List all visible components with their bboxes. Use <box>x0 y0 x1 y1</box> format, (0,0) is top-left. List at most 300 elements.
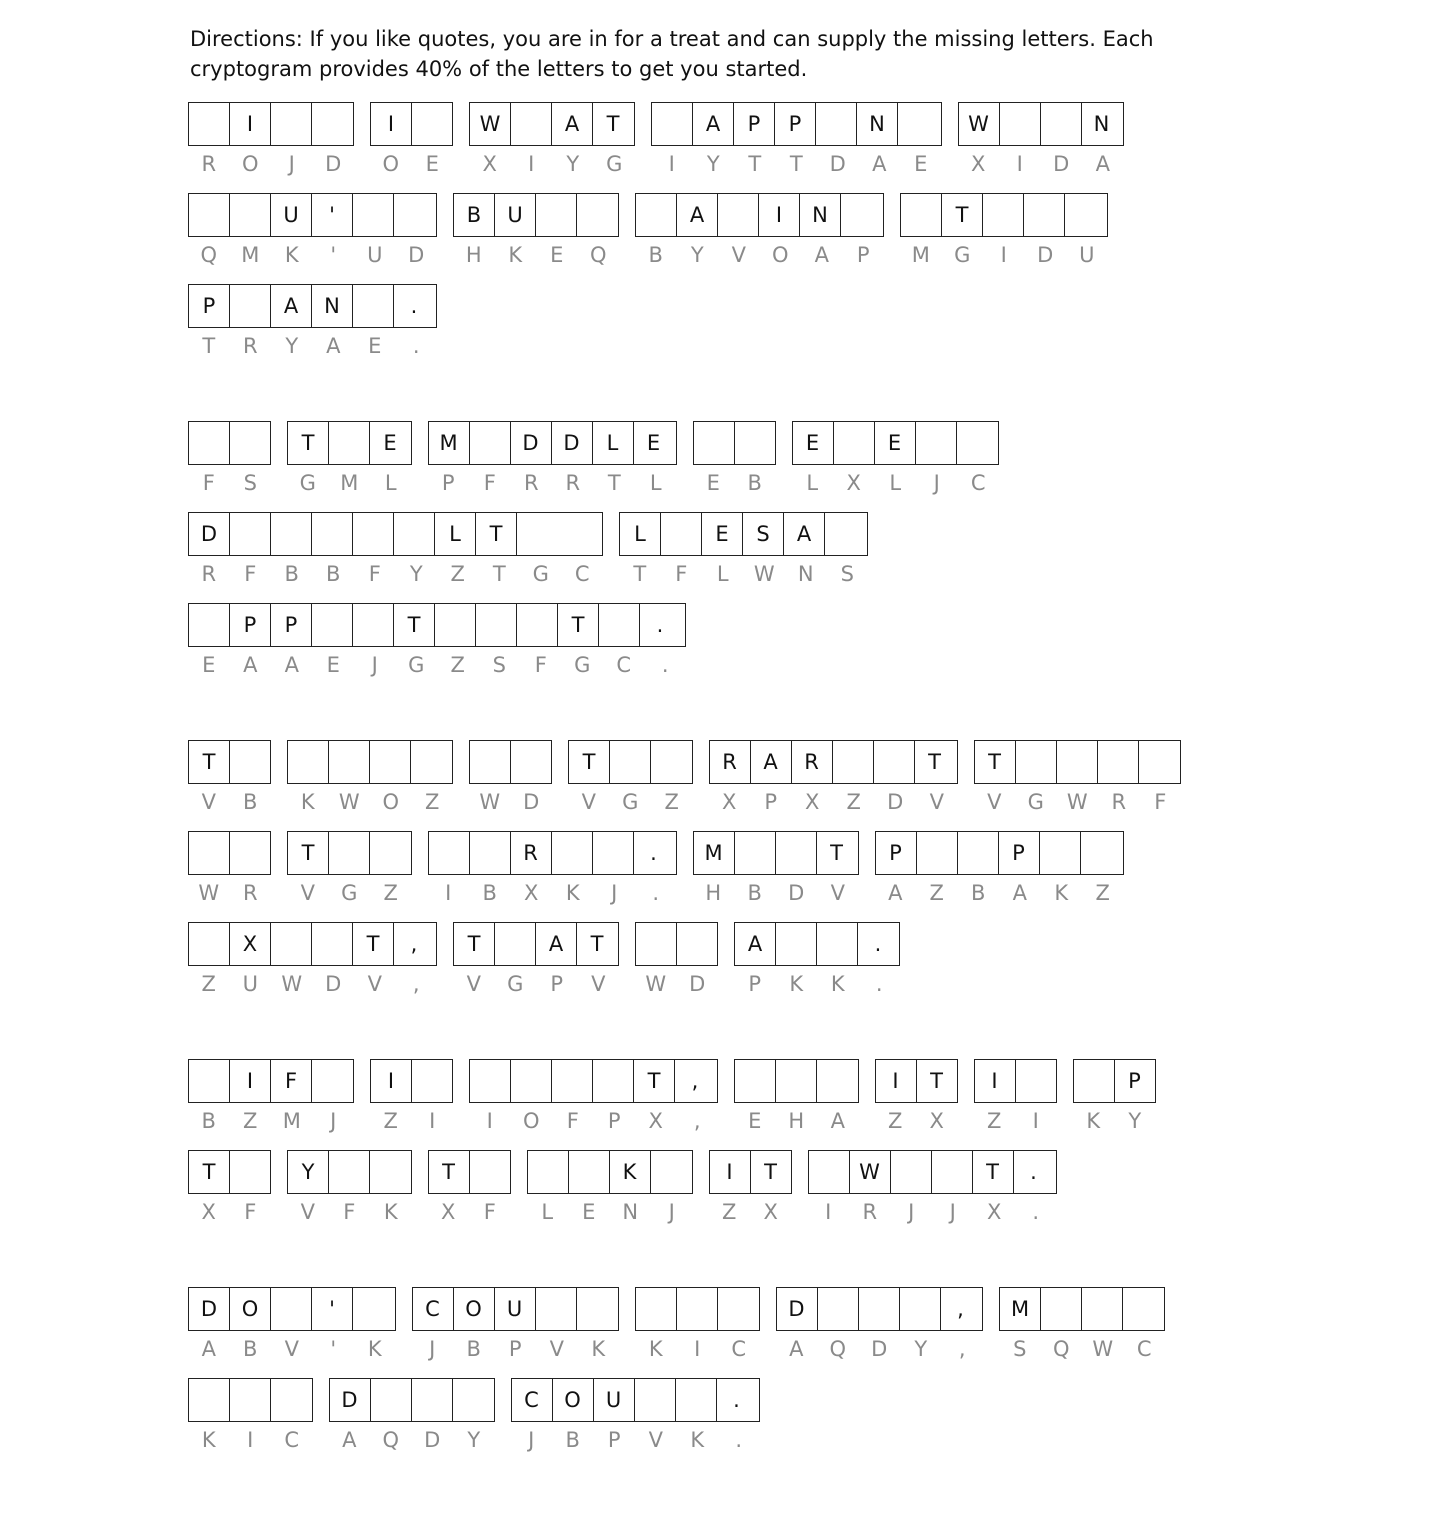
answer-boxes <box>635 193 884 237</box>
blank-letter-box[interactable] <box>898 103 938 145</box>
blank-letter-box[interactable] <box>1016 1060 1056 1102</box>
blank-letter-box[interactable] <box>271 103 312 145</box>
blank-letter-box[interactable] <box>652 103 693 145</box>
cipher-letter: A <box>888 881 903 905</box>
blank-letter-box[interactable] <box>694 422 735 464</box>
blank-letter-box[interactable] <box>552 832 593 874</box>
blank-letter-box[interactable] <box>651 1151 691 1193</box>
cipher-letter: H <box>788 1109 805 1133</box>
blank-letter-box[interactable] <box>1098 741 1139 783</box>
cipher-letter: V <box>731 243 746 267</box>
cipher-letter: X <box>763 1200 778 1224</box>
blank-letter-box[interactable] <box>189 422 230 464</box>
cipher-letter: D <box>523 790 540 814</box>
blank-letter-box[interactable] <box>312 1060 352 1102</box>
cipher-word <box>188 193 437 267</box>
blank-letter-box[interactable] <box>189 194 230 236</box>
blank-letter-box[interactable] <box>735 422 775 464</box>
cipher-letter: X <box>929 1109 944 1133</box>
given-letter-box: T <box>930 1069 943 1093</box>
given-letter-box: L <box>435 513 476 555</box>
cipher-letter: R <box>523 471 539 495</box>
answer-boxes <box>875 831 1124 875</box>
cipher-letter: G <box>622 790 639 814</box>
blank-letter-box[interactable] <box>230 1379 271 1421</box>
blank-letter-box[interactable] <box>599 604 640 646</box>
blank-letter-box[interactable] <box>230 285 271 327</box>
blank-letter-box[interactable] <box>394 194 434 236</box>
answer-boxes <box>287 421 412 465</box>
given-letter-box: P <box>189 285 230 327</box>
blank-letter-box[interactable] <box>817 1060 857 1102</box>
cipher-letters <box>999 1337 1165 1361</box>
blank-letter-box[interactable] <box>636 194 677 236</box>
blank-letter-box[interactable] <box>353 513 394 555</box>
cipher-letter: B <box>201 1109 216 1133</box>
blank-letter-box[interactable] <box>394 513 435 555</box>
blank-letter-box[interactable] <box>776 832 817 874</box>
cipher-letter: E <box>706 471 720 495</box>
cipher-word <box>619 512 868 586</box>
blank-letter-box[interactable] <box>435 604 476 646</box>
blank-letter-box[interactable] <box>271 513 312 555</box>
given-letter-box: T <box>454 923 495 965</box>
cipher-word <box>428 1150 511 1224</box>
cipher-letter: H <box>705 881 722 905</box>
cipher-letter: D <box>887 790 904 814</box>
blank-letter-box[interactable] <box>412 103 452 145</box>
answer-boxes <box>527 1150 693 1194</box>
blank-letter-box[interactable] <box>271 1288 312 1330</box>
blank-letter-box[interactable] <box>636 923 677 965</box>
cipher-letter: B <box>243 1337 258 1361</box>
given-letter-box: D <box>552 422 593 464</box>
cipher-letter: F <box>483 1200 496 1224</box>
cipher-letter: I <box>528 152 535 176</box>
blank-letter-box[interactable] <box>718 1288 758 1330</box>
cipher-letter: Z <box>450 653 465 677</box>
blank-letter-box[interactable] <box>189 1060 230 1102</box>
blank-letter-box[interactable] <box>329 1151 370 1193</box>
blank-letter-box[interactable] <box>577 194 617 236</box>
blank-letter-box[interactable] <box>841 194 881 236</box>
puzzle-line <box>188 284 1197 375</box>
given-letter-box: N <box>857 103 898 145</box>
cipher-letter: Z <box>846 790 861 814</box>
cipher-letter: X <box>441 1200 456 1224</box>
blank-letter-box[interactable] <box>329 832 370 874</box>
blank-letter-box[interactable] <box>776 1060 817 1102</box>
cipher-letter: A <box>243 653 258 677</box>
blank-letter-box[interactable] <box>1016 741 1057 783</box>
given-letter-box: C <box>512 1379 553 1421</box>
given-letter-box: T <box>975 741 1016 783</box>
cipher-letter: U <box>242 972 258 996</box>
cipher-letter: S <box>840 562 854 586</box>
cipher-letter: W <box>338 790 360 814</box>
blank-letter-box[interactable] <box>230 194 271 236</box>
cipher-letter: K <box>591 1337 606 1361</box>
cipher-letters <box>568 790 693 814</box>
given-letter-box: T <box>590 932 604 956</box>
blank-letter-box[interactable] <box>189 832 230 874</box>
blank-letter-box[interactable] <box>677 1288 718 1330</box>
puzzle-line <box>188 421 1197 512</box>
blank-letter-box[interactable] <box>470 741 511 783</box>
answer-boxes <box>329 1378 495 1422</box>
given-letter-box: A <box>693 103 734 145</box>
blank-letter-box[interactable] <box>511 1060 552 1102</box>
blank-letter-box[interactable] <box>593 1060 634 1102</box>
cipher-letter: A <box>1012 881 1027 905</box>
blank-letter-box[interactable] <box>312 923 353 965</box>
cipher-letter: K <box>830 972 845 996</box>
blank-letter-box[interactable] <box>312 103 352 145</box>
blank-letter-box[interactable] <box>676 1379 717 1421</box>
blank-letter-box[interactable] <box>412 1379 453 1421</box>
cipher-word <box>370 102 453 176</box>
given-letter-box: D <box>511 422 552 464</box>
blank-letter-box[interactable] <box>476 604 517 646</box>
blank-letter-box[interactable] <box>891 1151 932 1193</box>
blank-letter-box[interactable] <box>353 604 394 646</box>
given-letter-box: R <box>511 832 552 874</box>
cipher-letters <box>511 1428 760 1452</box>
cipher-letter: I <box>486 1109 493 1133</box>
cipher-letter: V <box>581 790 596 814</box>
cipher-letter: V <box>648 1428 663 1452</box>
cipher-letter: D <box>325 152 342 176</box>
cipher-letter: V <box>300 1200 315 1224</box>
given-letter-box: M <box>1000 1288 1041 1330</box>
puzzle-line <box>188 102 1197 193</box>
cipher-letter: A <box>284 653 299 677</box>
blank-letter-box[interactable] <box>1139 741 1179 783</box>
given-letter-box: T <box>606 112 620 136</box>
cipher-letter: B <box>971 881 986 905</box>
cipher-word <box>469 1059 718 1133</box>
blank-letter-box[interactable] <box>312 513 353 555</box>
blank-letter-box[interactable] <box>735 832 776 874</box>
blank-letter-box[interactable] <box>353 194 394 236</box>
blank-letter-box[interactable] <box>329 741 370 783</box>
cipher-word <box>875 831 1124 905</box>
answer-boxes <box>188 603 686 647</box>
blank-letter-box[interactable] <box>593 832 634 874</box>
cipher-word <box>875 1059 958 1133</box>
blank-letter-box[interactable] <box>1074 1060 1115 1102</box>
cipher-letters <box>287 881 412 905</box>
blank-letter-box[interactable] <box>834 422 875 464</box>
blank-letter-box[interactable] <box>635 1379 676 1421</box>
cipher-letter: A <box>830 1109 845 1133</box>
blank-letter-box[interactable] <box>735 1060 776 1102</box>
cipher-word <box>635 922 718 996</box>
cipher-letters <box>958 152 1124 176</box>
blank-letter-box[interactable] <box>651 741 691 783</box>
answer-boxes <box>370 1059 453 1103</box>
answer-boxes <box>693 831 859 875</box>
blank-letter-box[interactable] <box>370 832 410 874</box>
cipher-letter: K <box>1054 881 1069 905</box>
blank-letter-box[interactable] <box>818 1288 859 1330</box>
blank-letter-box[interactable] <box>957 422 997 464</box>
blank-letter-box[interactable] <box>411 741 451 783</box>
blank-letter-box[interactable] <box>833 741 874 783</box>
cipher-letter: I <box>825 1200 832 1224</box>
blank-letter-box[interactable] <box>371 1379 412 1421</box>
blank-letter-box[interactable] <box>932 1151 973 1193</box>
cipher-letter: W <box>753 562 775 586</box>
cipher-word <box>188 1378 313 1452</box>
cipher-letter: O <box>382 152 400 176</box>
blank-letter-box[interactable] <box>817 923 858 965</box>
blank-letter-box[interactable] <box>1041 1288 1082 1330</box>
answer-boxes <box>370 102 453 146</box>
given-letter-box: A <box>271 285 312 327</box>
answer-boxes <box>428 421 677 465</box>
cipher-letter: F <box>202 471 215 495</box>
blank-letter-box[interactable] <box>859 1288 900 1330</box>
cipher-letter: F <box>244 562 257 586</box>
answer-boxes <box>568 740 693 784</box>
cipher-letter: ' <box>330 243 337 267</box>
cipher-letter: R <box>242 881 258 905</box>
blank-letter-box[interactable] <box>189 604 230 646</box>
cipher-letter: K <box>201 1428 216 1452</box>
blank-letter-box[interactable] <box>636 1288 677 1330</box>
blank-letter-box[interactable] <box>983 194 1024 236</box>
cipher-letter: P <box>508 1337 522 1361</box>
cipher-letter: Q <box>382 1428 400 1452</box>
blank-letter-box[interactable] <box>874 741 915 783</box>
cipher-letter: A <box>326 334 341 358</box>
blank-letter-box[interactable] <box>517 604 558 646</box>
cipher-letter: X <box>524 881 539 905</box>
cipher-word <box>469 102 635 176</box>
blank-letter-box[interactable] <box>809 1151 850 1193</box>
given-letter-box: P <box>775 103 816 145</box>
blank-letter-box[interactable] <box>189 923 230 965</box>
blank-letter-box[interactable] <box>1040 832 1081 874</box>
blank-letter-box[interactable] <box>610 741 651 783</box>
given-letter-box: A <box>552 103 593 145</box>
blank-letter-box[interactable] <box>271 923 312 965</box>
blank-letter-box[interactable] <box>230 832 270 874</box>
cipher-letters <box>287 471 412 495</box>
cipher-word <box>287 421 412 495</box>
given-letter-box: U <box>495 194 536 236</box>
blank-letter-box[interactable] <box>271 1379 311 1421</box>
blank-letter-box[interactable] <box>1000 103 1041 145</box>
cipher-word <box>709 1150 792 1224</box>
given-letter-box: Y <box>288 1151 329 1193</box>
cipher-letter: C <box>574 562 590 586</box>
cipher-letter: R <box>242 334 258 358</box>
blank-letter-box[interactable] <box>230 1151 270 1193</box>
cipher-letter: R <box>201 152 217 176</box>
given-letter-box: T <box>764 1160 777 1184</box>
cipher-letter: Z <box>722 1200 737 1224</box>
cipher-letter: S <box>243 471 257 495</box>
blank-letter-box[interactable] <box>189 103 230 145</box>
blank-letter-box[interactable] <box>312 604 353 646</box>
given-letter-box: W <box>959 103 1000 145</box>
blank-letter-box[interactable] <box>536 194 577 236</box>
cipher-letter: M <box>282 1109 301 1133</box>
puzzle-line <box>188 1287 1197 1378</box>
cipher-letter: K <box>508 243 523 267</box>
given-letter-box: T <box>942 194 983 236</box>
cipher-letters <box>875 881 1124 905</box>
blank-letter-box[interactable] <box>412 1060 452 1102</box>
blank-letter-box[interactable] <box>958 832 999 874</box>
given-letter-box: R <box>792 741 833 783</box>
blank-letter-box[interactable] <box>825 513 865 555</box>
cipher-letter: G <box>1027 790 1044 814</box>
cipher-letters <box>875 1109 958 1133</box>
given-letter-box: T <box>429 1151 470 1193</box>
blank-letter-box[interactable] <box>189 1379 230 1421</box>
cipher-letters <box>469 1109 718 1133</box>
cipher-letter: P <box>550 972 564 996</box>
given-letter-box: I <box>975 1060 1016 1102</box>
cipher-letter: L <box>806 471 819 495</box>
blank-letter-box[interactable] <box>677 923 717 965</box>
blank-letter-box[interactable] <box>661 513 702 555</box>
cipher-letters <box>900 243 1108 267</box>
cipher-letter: , <box>412 972 420 996</box>
cipher-letters <box>188 1337 396 1361</box>
blank-letter-box[interactable] <box>1123 1288 1163 1330</box>
given-letter-box: . <box>1030 1160 1037 1184</box>
given-letter-box: N <box>312 285 353 327</box>
answer-boxes <box>792 421 1000 465</box>
blank-letter-box[interactable] <box>1065 194 1105 236</box>
blank-letter-box[interactable] <box>569 1151 610 1193</box>
blank-letter-box[interactable] <box>577 1288 617 1330</box>
blank-letter-box[interactable] <box>552 1060 593 1102</box>
cipher-letter: . <box>412 334 420 358</box>
answer-boxes <box>188 102 354 146</box>
cipher-letter: G <box>507 972 524 996</box>
blank-letter-box[interactable] <box>718 194 759 236</box>
cipher-letter: . <box>652 881 660 905</box>
cipher-word <box>734 922 900 996</box>
given-letter-box: T <box>928 750 941 774</box>
cipher-letter: Y <box>706 152 720 176</box>
blank-letter-box[interactable] <box>495 923 536 965</box>
answer-boxes <box>1073 1059 1156 1103</box>
blank-letter-box[interactable] <box>329 422 370 464</box>
cipher-letter: A <box>342 1428 357 1452</box>
answer-boxes <box>188 193 437 237</box>
cipher-word <box>188 603 686 677</box>
blank-letter-box[interactable] <box>453 1379 493 1421</box>
blank-letter-box[interactable] <box>776 923 817 965</box>
cipher-letter: V <box>300 881 315 905</box>
puzzle-line <box>188 1150 1197 1241</box>
given-letter-box: W <box>470 103 511 145</box>
cipher-letter: J <box>933 471 940 495</box>
blank-letter-box[interactable] <box>511 103 552 145</box>
given-letter-box: P <box>230 604 271 646</box>
blank-letter-box[interactable] <box>528 1151 569 1193</box>
blank-letter-box[interactable] <box>900 1288 941 1330</box>
blank-letter-box[interactable] <box>1057 741 1098 783</box>
blank-letter-box[interactable] <box>470 1060 511 1102</box>
cipher-letter: B <box>466 1337 481 1361</box>
cipher-letter: . <box>661 653 669 677</box>
answer-boxes <box>188 740 271 784</box>
blank-letter-box[interactable] <box>1024 194 1065 236</box>
cipher-letter: D <box>408 243 425 267</box>
cipher-letter: U <box>1079 243 1095 267</box>
given-letter-box: P <box>271 604 312 646</box>
blank-letter-box[interactable] <box>470 832 511 874</box>
blank-letter-box[interactable] <box>536 1288 577 1330</box>
cipher-letter: W <box>281 972 303 996</box>
puzzle-line <box>188 922 1197 1013</box>
cipher-letters <box>188 1200 271 1224</box>
answer-boxes <box>635 1287 760 1331</box>
blank-letter-box[interactable] <box>353 285 394 327</box>
given-letter-box: L <box>620 513 661 555</box>
cipher-letter: X <box>987 1200 1002 1224</box>
given-letter-box: T <box>288 832 329 874</box>
blank-letter-box[interactable] <box>288 741 329 783</box>
given-letter-box: T <box>288 422 329 464</box>
given-letter-box: U <box>594 1379 635 1421</box>
cipher-letter: B <box>747 471 762 495</box>
blank-letter-box[interactable] <box>470 1151 510 1193</box>
blank-letter-box[interactable] <box>1081 832 1121 874</box>
cipher-letters <box>188 1428 313 1452</box>
blank-letter-box[interactable] <box>517 513 557 555</box>
blank-letter-box[interactable] <box>816 103 857 145</box>
cipher-letter: ' <box>330 1337 337 1361</box>
blank-letter-box[interactable] <box>511 741 551 783</box>
cipher-word <box>428 421 677 495</box>
blank-letter-box[interactable] <box>370 741 411 783</box>
given-letter-box: E <box>383 431 397 455</box>
cipher-letter: P <box>607 1109 621 1133</box>
cipher-word <box>329 1378 495 1452</box>
cipher-letter: F <box>483 471 496 495</box>
cipher-word <box>428 831 677 905</box>
blank-letter-box[interactable] <box>916 422 957 464</box>
blank-letter-box[interactable] <box>353 1288 393 1330</box>
blank-letter-box[interactable] <box>370 1151 410 1193</box>
blank-letter-box[interactable] <box>901 194 942 236</box>
blank-letter-box[interactable] <box>429 832 470 874</box>
given-letter-box: T <box>394 604 435 646</box>
blank-letter-box[interactable] <box>1082 1288 1123 1330</box>
blank-letter-box[interactable] <box>230 741 270 783</box>
blank-letter-box[interactable] <box>230 422 270 464</box>
blank-letter-box[interactable] <box>1041 103 1082 145</box>
cipher-letter: , <box>958 1337 966 1361</box>
puzzle-line <box>188 740 1197 831</box>
blank-letter-box[interactable] <box>470 422 511 464</box>
given-letter-box: D <box>777 1288 818 1330</box>
cipher-word <box>776 1287 984 1361</box>
cipher-letter: F <box>675 562 688 586</box>
blank-letter-box[interactable] <box>230 513 271 555</box>
puzzle-line <box>188 193 1197 284</box>
cipher-letter: G <box>606 152 623 176</box>
blank-letter-box[interactable] <box>917 832 958 874</box>
